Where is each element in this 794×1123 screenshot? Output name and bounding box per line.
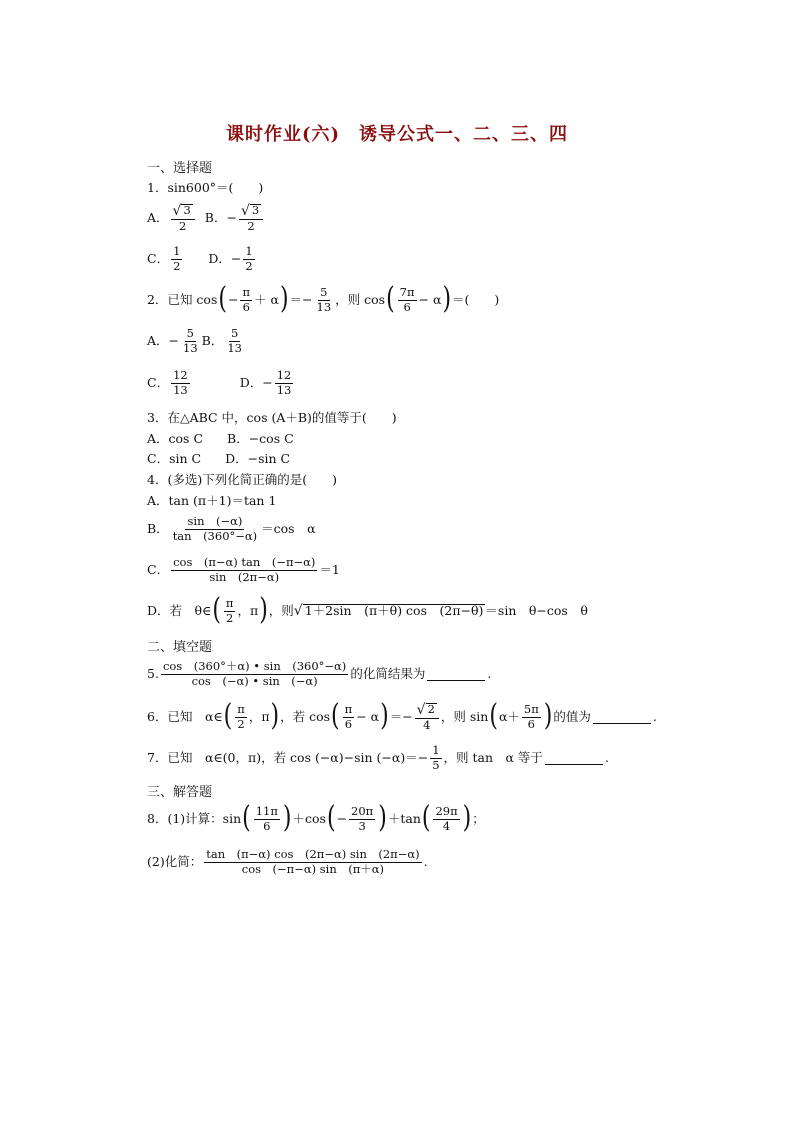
question-5: 5. cos (360°＋α) • sin (360°−α) cos (−α) • sin (−α) 的化简结果为 . xyxy=(147,659,492,688)
page-title: 课时作业(六) 诱导公式一、二、三、四 xyxy=(225,124,569,145)
section-answer: 三、解答题 xyxy=(147,785,213,800)
option-b-label: B．− xyxy=(204,210,237,225)
fraction: √ 3 2 xyxy=(171,204,195,233)
section-fill: 二、填空题 xyxy=(147,640,213,655)
answer-blank[interactable] xyxy=(427,668,485,681)
question-6: 6．已知 α∈ ( π 2 ，π ) ，若 cos ( π 6 − α ) ＝− √ 2 4 ，则 sin ( α＋ 5π 6 ) 的值为 . xyxy=(147,699,657,734)
question-3-options-ab: A．cos C B．−cos C xyxy=(147,431,294,446)
question-4-stem: 4．(多选)下列化简正确的是( ) xyxy=(147,472,337,487)
fraction: √ 3 2 xyxy=(239,204,263,233)
question-4-option-c: C． cos (π−α) tan (−π−α) sin (2π−α) ＝1 xyxy=(147,555,340,584)
question-4-option-d: D．若 θ∈ ( π 2 ，π ) ，则 √ 1＋2sin (π＋θ) cos (2π−θ) ＝sin θ−cos θ xyxy=(147,593,588,628)
question-4-option-b: B． sin (−α) tan (360°−α) ＝cos α xyxy=(147,514,316,543)
question-1-options-cd xyxy=(147,246,257,272)
answer-blank[interactable] xyxy=(593,711,651,724)
section-choice: 一、选择题 xyxy=(147,161,213,176)
question-4-option-a: A．tan (π＋1)＝tan 1 xyxy=(147,493,277,508)
fraction: $\frac{1}{2}$ xyxy=(245,244,253,273)
question-2-stem: 2．已知 cos ( − $\frac{\pi}{6}$ ＋ α ) ＝− $\frac{5}{13}$ ，则 cos ( 7π 6 − α ) ＝( ) xyxy=(147,282,500,317)
fraction: 1 2 xyxy=(173,244,181,273)
answer-blank[interactable] xyxy=(545,752,603,765)
question-2-options-cd: C． 12 13 D．− $\frac{12}{13}$ xyxy=(147,368,292,397)
question-2-options-ab: A．− $\frac{5}{13}$ B． 5 13 xyxy=(147,326,242,355)
question-8-part-2: (2)化简： tan (π−α) cos (2π−α) sin (2π−α) cos (−π−α) sin (π＋α) . xyxy=(147,847,428,876)
question-3-stem: 3．在△ABC 中，cos (A＋B)的值等于( ) xyxy=(147,410,397,425)
question-1-options-ab xyxy=(147,204,265,233)
option-c-label: C． xyxy=(147,250,170,266)
option-d-label: D．− xyxy=(208,250,242,266)
question-8-part-1: 8．(1)计算：sin ( 11π 6 ) ＋cos ( − $\frac{20\pi}{3}$ ) ＋tan ( 29π 4 ) ； xyxy=(147,801,485,836)
question-1-stem: 1．sin600°＝( ) xyxy=(147,180,264,195)
question-7: 7．已知 α∈(0，π)，若 cos (−α)−sin (−α)＝− $\frac{1}{5}$ ，则 tan α 等于 . xyxy=(147,743,609,772)
question-3-options-cd: C．sin C D．−sin C xyxy=(147,451,291,466)
option-a-label: A． xyxy=(147,210,169,225)
